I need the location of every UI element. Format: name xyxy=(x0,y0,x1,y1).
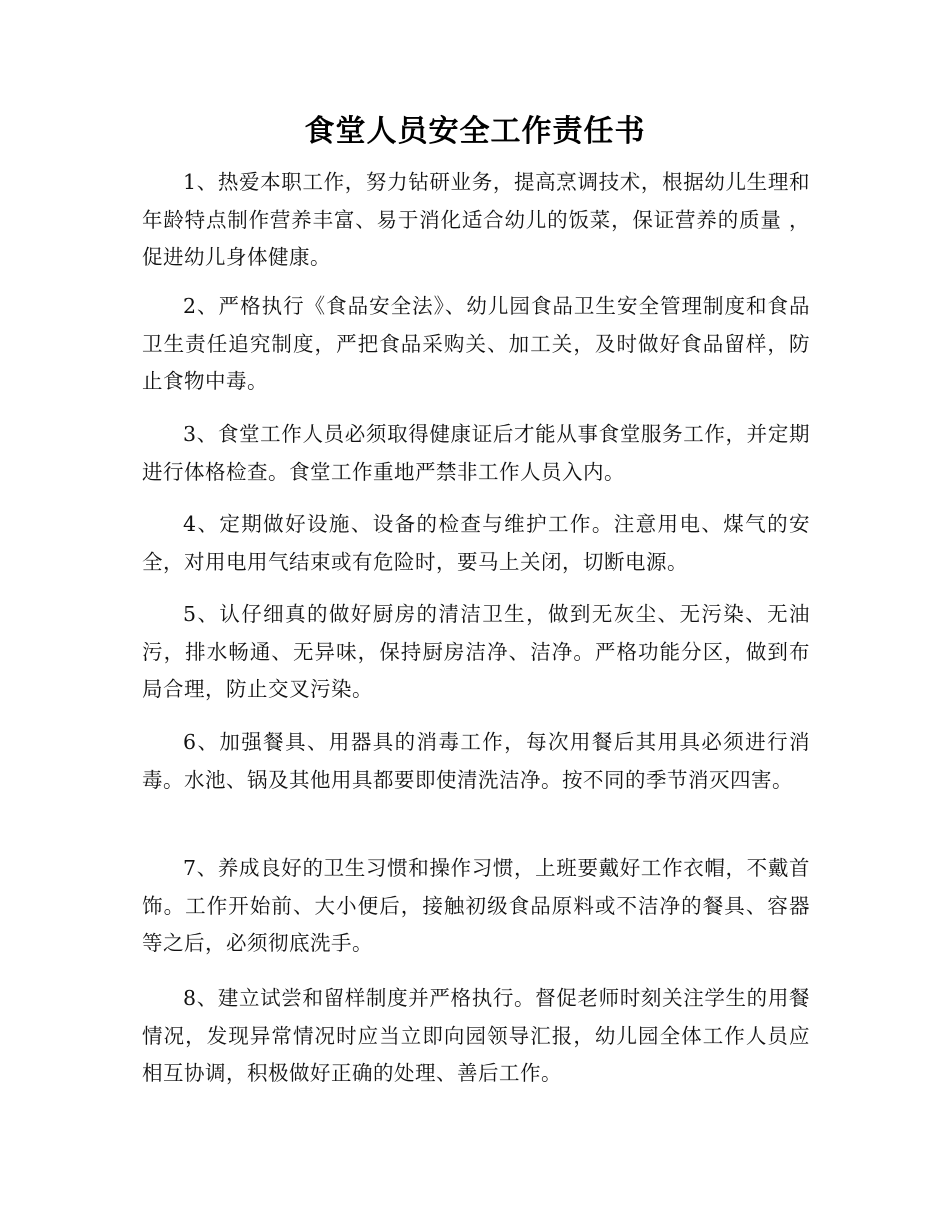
paragraph-3: 3、食堂工作人员必须取得健康证后才能从事食堂服务工作，并定期进行体格检查。食堂工作重地严禁非工作人员入内。 xyxy=(142,422,810,484)
paragraph-8: 8、建立试尝和留样制度并严格执行。督促老师时刻关注学生的用餐情况，发现异常情况时应当立即向园领导汇报，幼儿园全体工作人员应相互协调，积极做好正确的处理、善后工作。 xyxy=(142,986,810,1085)
paragraph-7: 7、养成良好的卫生习惯和操作习惯，上班要戴好工作衣帽，不戴首饰。工作开始前、大小便后，接触初级食品原料或不洁净的餐具、容器等之后，必须彻底洗手。 xyxy=(142,856,810,955)
paragraph-4: 4、定期做好设施、设备的检查与维护工作。注意用电、煤气的安全，对用电用气结束或有危险时，要马上关闭，切断电源。 xyxy=(142,512,810,574)
document-title: 食堂人员安全工作责任书 xyxy=(304,114,646,149)
paragraph-1: 1、热爱本职工作，努力钻研业务，提高烹调技术，根据幼儿生理和年龄特点制作营养丰富、易于消化适合幼儿的饭菜，保证营养的质量 ，促进幼儿身体健康。 xyxy=(142,170,810,269)
paragraph-2: 2、严格执行《食品安全法》、幼儿园食品卫生安全管理制度和食品卫生责任追究制度，严把食品采购关、加工关，及时做好食品留样，防止食物中毒。 xyxy=(142,294,810,393)
paragraph-6: 6、加强餐具、用器具的消毒工作，每次用餐后其用具必须进行消毒。水池、锅及其他用具都要即使清洗洁净。按不同的季节消灭四害。 xyxy=(142,730,810,792)
paragraph-5: 5、认仔细真的做好厨房的清洁卫生，做到无灰尘、无污染、无油污，排水畅通、无异味，保持厨房洁净、洁净。严格功能分区，做到布局合理，防止交叉污染。 xyxy=(142,602,810,701)
